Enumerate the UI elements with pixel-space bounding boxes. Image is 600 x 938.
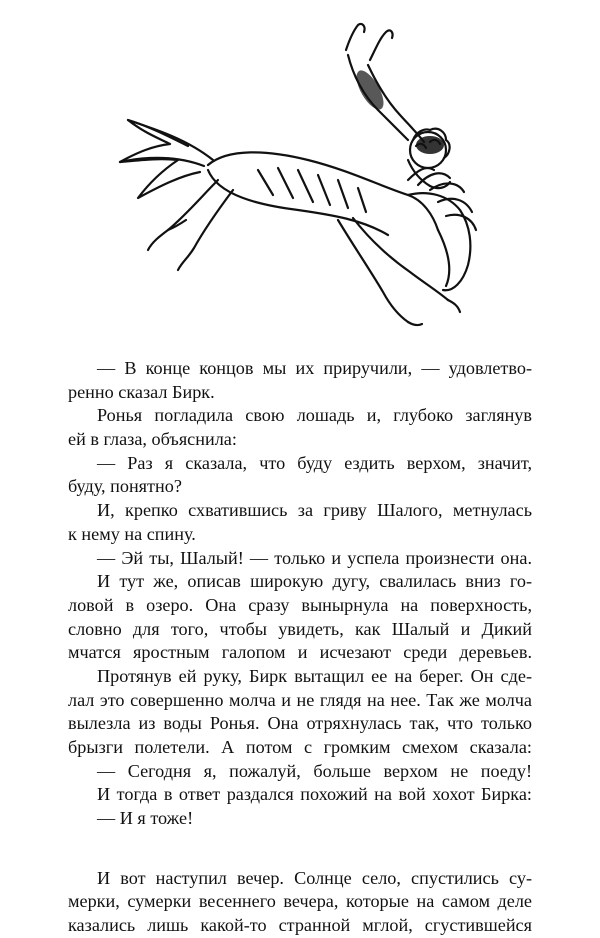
text-line: лал это совершенно молча и не глядя на нее. Так же молча xyxy=(68,689,532,710)
text-line: казались лишь какой-то странной мглой, сгустившейся xyxy=(68,915,532,936)
text-line: — В конце концов мы их приручили, — удовлетво- xyxy=(97,358,532,378)
text-line: словно для того, чтобы увидеть, как Шалый и Дикий xyxy=(68,618,532,639)
text-line: ренно сказал Бирк. xyxy=(68,381,215,402)
text-line: И вот наступил вечер. Солнце село, спустились су- xyxy=(97,867,532,888)
text-line: И тогда в ответ раздался похожий на вой хохот Бирка: xyxy=(97,784,532,805)
text-line: мчатся яростным галопом и исчезают среди деревьев. xyxy=(68,642,532,663)
text-line: ловой в озеро. Она сразу вынырнула на поверхность, xyxy=(68,594,532,615)
horse-bucking-rider-icon xyxy=(108,20,508,345)
text-line: — Раз я сказала, что буду ездить верхом, значит, xyxy=(97,452,532,473)
section-break xyxy=(68,831,532,867)
text-line: брызги полетели. А потом с громким смехом сказала: xyxy=(68,737,532,757)
text-line: к нему на спину. xyxy=(68,523,196,544)
story-text xyxy=(68,357,532,938)
text-line: Протянув ей руку, Бирк вытащил ее на берег. Он сде- xyxy=(97,665,532,686)
text-line: — И я тоже! xyxy=(97,808,194,829)
text-line: Ронья погладила свою лошадь и, глубоко заглянув xyxy=(97,405,532,426)
text-line: вылезла из воды Ронья. Она отряхнулась так, что только xyxy=(68,713,532,734)
text-line: И тут же, описав широкую дугу, свалилась вниз го- xyxy=(97,571,532,592)
text-line: И, крепко схватившись за гриву Шалого, метнулась xyxy=(97,500,532,521)
text-line: ей в глаза, объяснила: xyxy=(68,429,237,450)
text-line: мерки, сумерки весеннего вечера, которые на самом деле xyxy=(68,891,532,912)
text-line: — Сегодня я, пожалуй, больше верхом не поеду! xyxy=(97,760,532,781)
text-line: буду, понятно? xyxy=(68,476,182,497)
text-line: — Эй ты, Шалый! — только и успела произнести она. xyxy=(97,547,532,568)
